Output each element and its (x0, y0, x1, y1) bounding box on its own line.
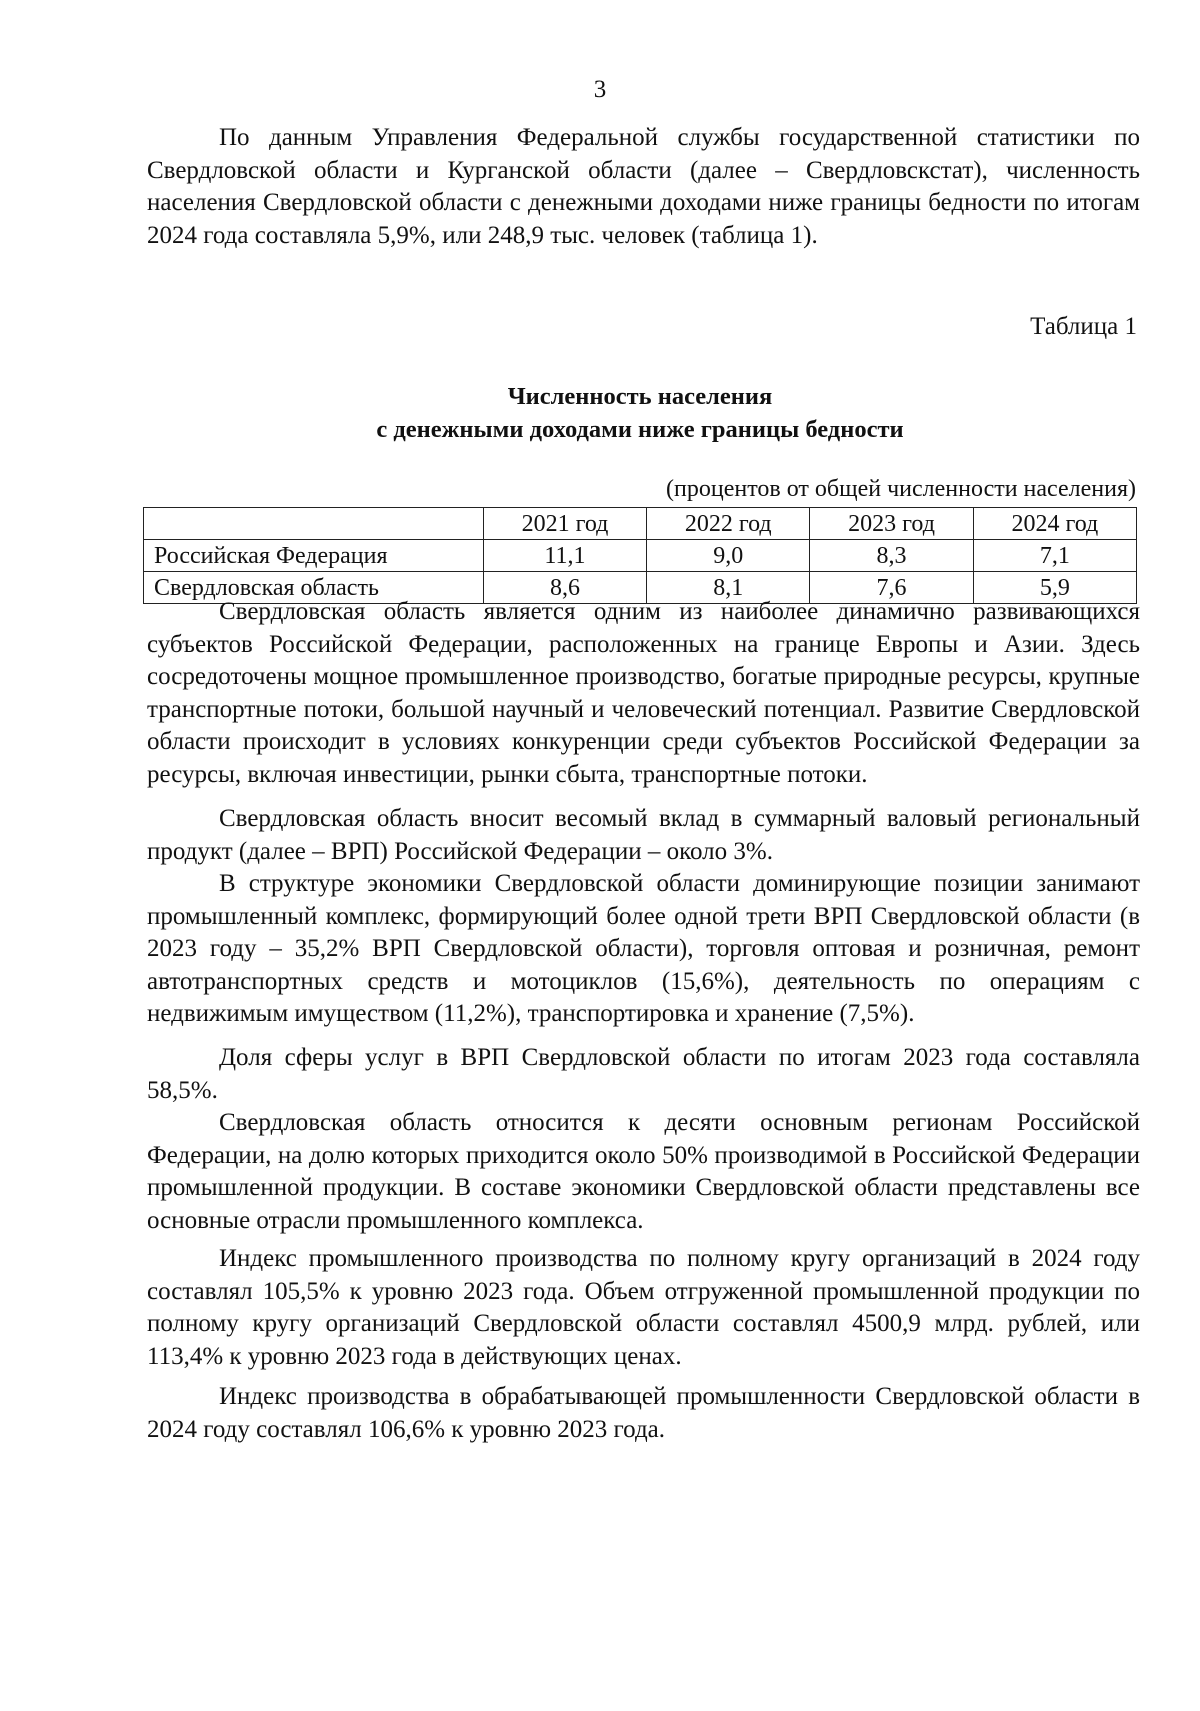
table-cell: 11,1 (483, 540, 646, 572)
table-cell: 5,9 (973, 572, 1136, 604)
intro-paragraph: По данным Управления Федеральной службы государственной статистики по Свердловской области и Курганской области (далее – Свердловскстат), численность населения Свердловской области с денежными доходами ниже границы бедности по итогам 2024 года составляла 5,9%, или 248,9 тыс. человек (таблица 1). (147, 124, 1140, 249)
header-cell: 2024 год (973, 508, 1136, 540)
table-cell: 7,6 (810, 572, 973, 604)
table-cell: 8,6 (483, 572, 646, 604)
table-cell: 8,3 (810, 540, 973, 572)
table-row (144, 540, 1137, 572)
header-cell (144, 508, 484, 540)
body-paragraph: Свердловская область вносит весомый вклад в суммарный валовый региональный продукт (далее – ВРП) Российской Федерации – около 3%. (147, 805, 1140, 865)
table-label: Таблица 1 (1030, 313, 1137, 340)
table-header-row (144, 508, 1137, 540)
table-cell: 7,1 (973, 540, 1136, 572)
row-label: Российская Федерация (144, 540, 484, 572)
table-cell: 9,0 (647, 540, 810, 572)
body-paragraph: Индекс производства в обрабатывающей промышленности Свердловской области в 2024 году составлял 106,6% к уровню 2023 года. (147, 1383, 1140, 1443)
header-cell: 2023 год (810, 508, 973, 540)
body-paragraph: Свердловская область является одним из наиболее динамично развивающихся субъектов Российской Федерации, расположенных на границе Европы и Азии. Здесь сосредоточены мощное промышленное производство, богатые природные ресурсы, крупные транспортные потоки, большой научный и человеческий потенциал. Развитие Свердловской области происходит в условиях конкуренции среди субъектов Российской Федерации за ресурсы, включая инвестиции, рынки сбыта, транспортные потоки. (147, 598, 1140, 788)
body-paragraph: В структуре экономики Свердловской области доминирующие позиции занимают промышленный комплекс, формирующий более одной трети ВРП Свердловской области (в 2023 году – 35,2% ВРП Свердловской области), торговля оптовая и розничная, ремонт автотранспортных средств и мотоциклов (15,6%), деятельность по операциям с недвижимым имуществом (11,2%), транспортировка и хранение (7,5%). (147, 870, 1140, 1028)
table-title (0, 380, 1200, 446)
table-units: (процентов от общей численности населения) (666, 476, 1136, 502)
header-cell: 2021 год (483, 508, 646, 540)
table-cell: 8,1 (647, 572, 810, 604)
row-label: Свердловская область (144, 572, 484, 604)
poverty-table (143, 507, 1137, 604)
page-number: 3 (593, 76, 607, 103)
body-paragraph: Свердловская область относится к десяти основным регионам Российской Федерации, на долю которых приходится около 50% производимой в Российской Федерации промышленной продукции. В составе экономики Свердловской области представлены все основные отрасли промышленного комплекса. (147, 1109, 1140, 1234)
table-title-line-2: с денежными доходами ниже границы бедности (376, 416, 904, 443)
body-paragraph: Доля сферы услуг в ВРП Свердловской области по итогам 2023 года составляла 58,5%. (147, 1044, 1140, 1104)
body-paragraph: Индекс промышленного производства по полному кругу организаций в 2024 году составлял 105,5% к уровню 2023 года. Объем отгруженной промышленной продукции по полному кругу организаций Свердловской области составлял 4500,9 млрд. рублей, или 113,4% к уровню 2023 года в действующих ценах. (147, 1245, 1140, 1370)
header-cell: 2022 год (647, 508, 810, 540)
table-title-line-1: Численность населения (507, 383, 773, 410)
